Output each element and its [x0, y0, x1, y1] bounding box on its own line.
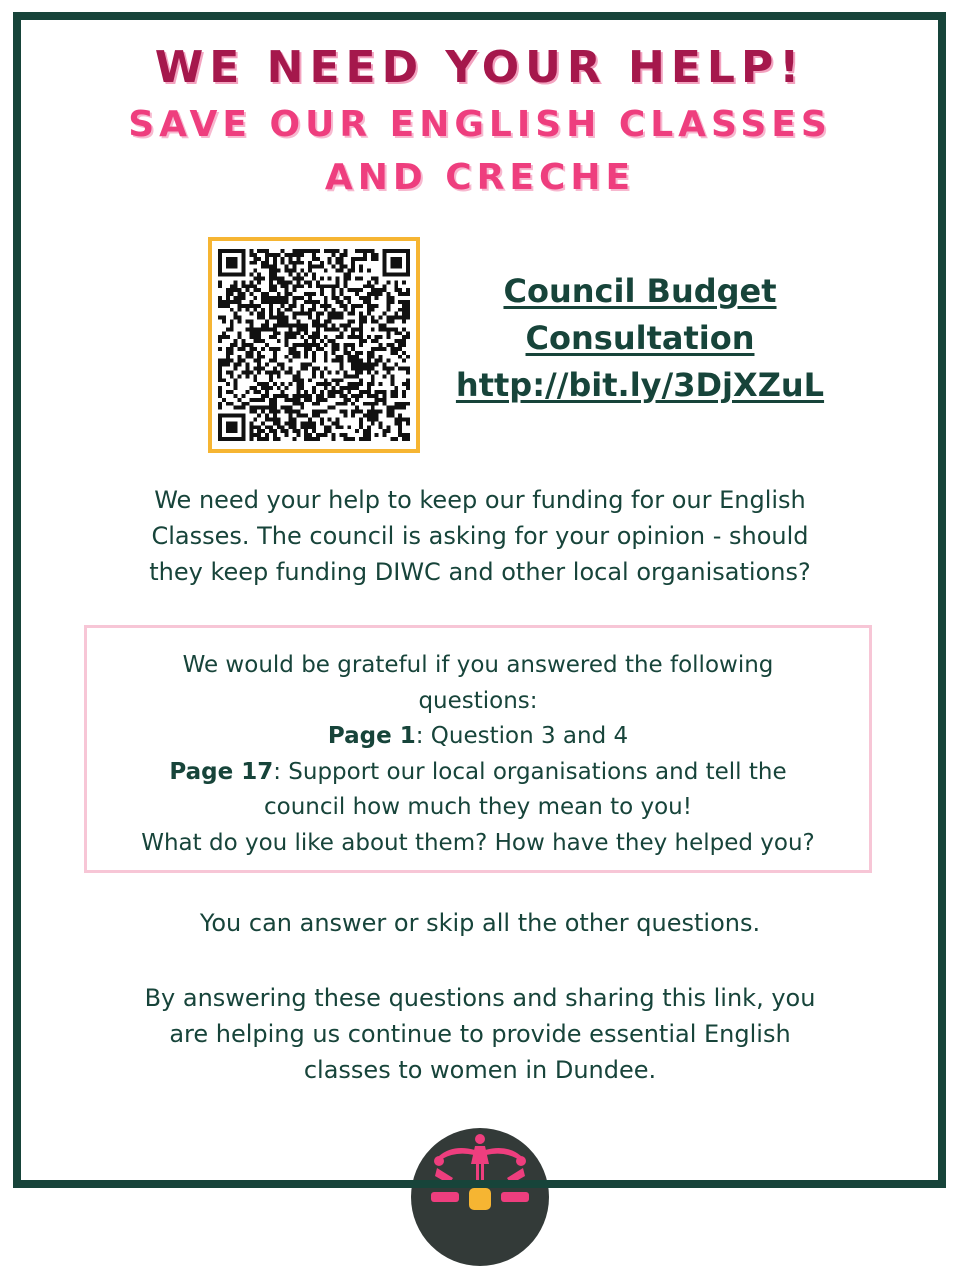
closing-line: By answering these questions and sharing this link, you	[144, 984, 816, 1012]
consultation-link[interactable]	[430, 268, 850, 409]
page1-line	[87, 719, 869, 755]
questions-box	[84, 625, 872, 873]
subheadline-line2: AND CRECHE	[324, 157, 636, 198]
qr-code-icon[interactable]	[208, 237, 420, 453]
page1-label: Page 1	[327, 723, 416, 749]
intro-line: We need your help to keep our funding for our English	[154, 486, 806, 514]
page1-text: : Question 3 and 4	[415, 723, 629, 749]
link-url[interactable]: http://bit.ly/3DjXZuL	[455, 366, 825, 404]
page17-line	[87, 755, 869, 791]
closing-line: classes to women in Dundee.	[303, 1056, 657, 1084]
closing-paragraph	[80, 980, 880, 1088]
frame-bottom-bar	[13, 1180, 946, 1188]
page17-text-cont: council how much they mean to you!	[264, 794, 692, 820]
qr-code-pattern	[218, 247, 410, 443]
intro-line: Classes. The council is asking for your opinion - should	[151, 522, 809, 550]
questions-closing: What do you like about them? How have they helped you?	[141, 829, 815, 856]
skip-note: You can answer or skip all the other questions.	[199, 909, 761, 937]
page17-label: Page 17	[169, 758, 274, 785]
headline: WE NEED YOUR HELP!	[154, 42, 806, 93]
questions-intro: questions:	[418, 687, 538, 714]
subheadline-line1: SAVE OUR ENGLISH CLASSES	[128, 104, 832, 145]
link-line1[interactable]: Council Budget	[503, 272, 777, 310]
link-line2[interactable]: Consultation	[525, 319, 755, 357]
page17-text: : Support our local organisations and tell the	[273, 758, 787, 785]
intro-line: they keep funding DIWC and other local organisations?	[149, 558, 811, 586]
questions-intro: We would be grateful if you answered the following	[182, 652, 774, 678]
intro-paragraph	[80, 482, 880, 590]
women-circle-logo-icon	[411, 1128, 549, 1266]
closing-line: are helping us continue to provide essential English	[169, 1020, 791, 1048]
